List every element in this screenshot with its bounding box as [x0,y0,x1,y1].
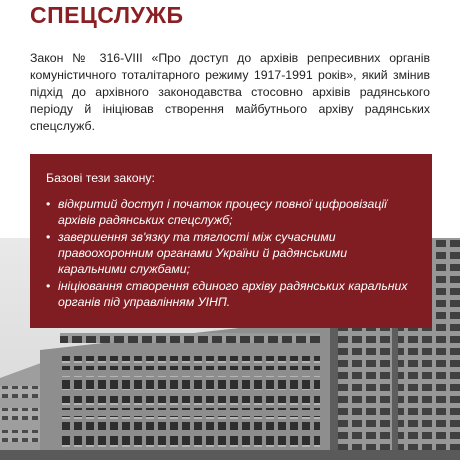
theses-panel [30,154,432,328]
theses-title: Базові тези закону: [46,171,155,185]
page-heading: СПЕЦСЛУЖБ [30,2,184,28]
list-item-text: відкритий доступ і початок процесу повної цифровізації архівів радянських спецслужб; [58,197,387,227]
list-item-text: завершення зв'язку та тяглості між сучасними правоохоронним органами України й радянськими каральними службами; [58,230,348,276]
list-item [46,229,410,277]
intro-paragraph: Закон № 316-VIII «Про доступ до архівів репресивних органів комуністичного тоталітарного режиму 1917-1991 років», який змінив підхід до архівного законодавства стосовно архівів радянського періоду й ініціював створення майбутнього архіву радянських спецслужб. [30,51,430,133]
bullet-icon: • [46,230,51,244]
list-item [46,196,410,228]
bullet-icon: • [46,197,51,211]
theses-list [46,196,410,310]
list-item [46,278,410,310]
list-item-text: ініціювання створення єдиного архіву радянських каральних органів під управлінням УІНП. [58,279,408,309]
bullet-icon: • [46,279,51,293]
